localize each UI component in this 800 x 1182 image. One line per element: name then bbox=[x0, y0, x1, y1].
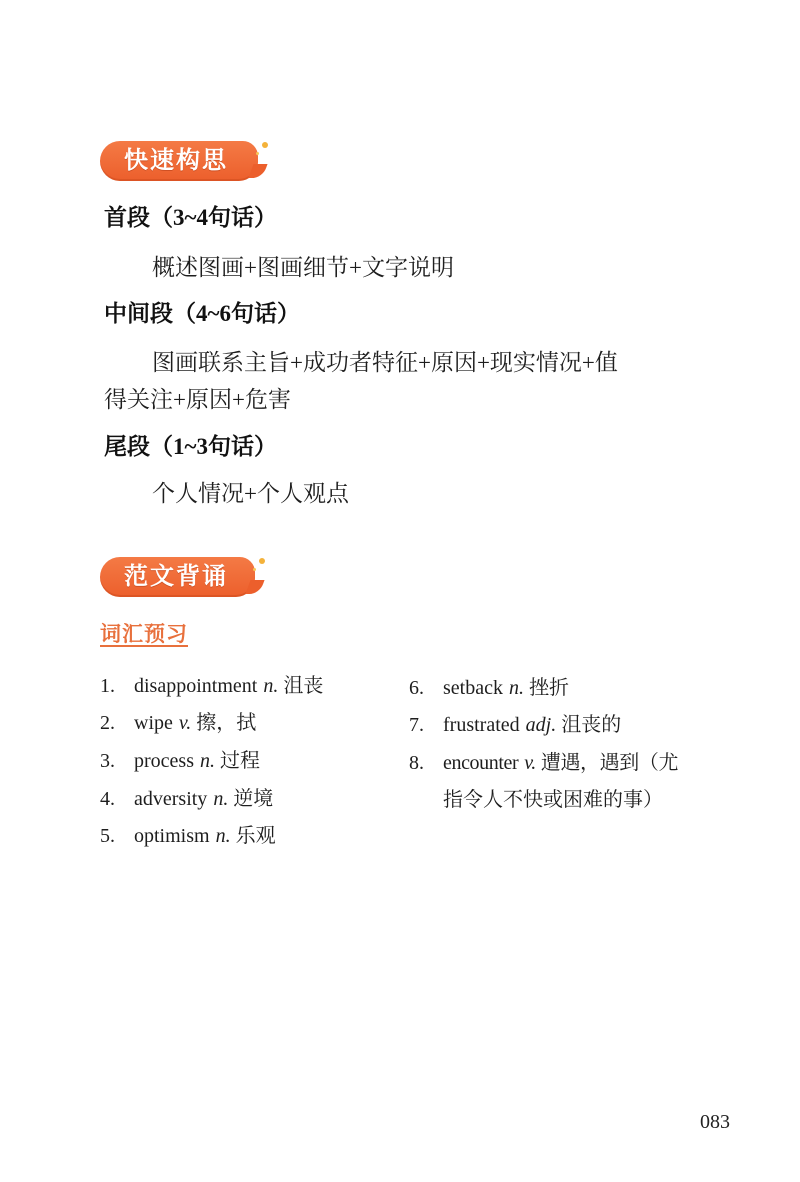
plan-line-middle-1: 图画联系主旨+成功者特征+原因+现实情况+值 bbox=[152, 350, 618, 375]
vocab-entry bbox=[443, 749, 678, 777]
vocab-number: 5. bbox=[100, 825, 115, 847]
vocab-pos: n. bbox=[508, 677, 524, 699]
vocab-number: 4. bbox=[100, 788, 115, 810]
plan-heading-middle: 中间段（4~6句话） bbox=[104, 301, 300, 326]
vocab-pos: v. bbox=[178, 712, 192, 734]
sparkle-dot-icon bbox=[253, 568, 256, 571]
vocab-meaning: 过程 bbox=[219, 750, 260, 772]
vocab-entry bbox=[134, 672, 323, 700]
vocab-term: optimism bbox=[134, 825, 210, 847]
plan-line-first: 概述图画+图画细节+文字说明 bbox=[152, 255, 454, 280]
vocab-pos: n. bbox=[215, 825, 231, 847]
vocab-entry bbox=[443, 711, 621, 739]
vocab-term: adversity bbox=[134, 788, 208, 810]
vocab-number: 6. bbox=[409, 677, 424, 699]
vocab-meaning: 挫折 bbox=[528, 677, 569, 699]
vocab-number: 2. bbox=[100, 712, 115, 734]
section-badge-plan-label: 快速构思 bbox=[124, 148, 228, 174]
sparkle-dot-icon bbox=[256, 152, 259, 155]
vocab-meaning: 遭遇，遇到（尤 bbox=[540, 752, 679, 774]
page-number: 083 bbox=[700, 1111, 730, 1133]
vocab-meaning: 擦，拭 bbox=[196, 712, 257, 734]
section-badge-model bbox=[100, 557, 255, 597]
vocab-number: 7. bbox=[409, 714, 424, 736]
sparkle-icon bbox=[262, 142, 268, 148]
vocab-term: disappointment bbox=[134, 675, 258, 697]
vocab-meaning-continued: 指令人不快或困难的事） bbox=[443, 789, 663, 811]
vocab-meaning: 逆境 bbox=[233, 788, 274, 810]
vocab-meaning: 沮丧 bbox=[283, 675, 324, 697]
section-badge-plan bbox=[100, 141, 258, 181]
vocab-meaning: 沮丧的 bbox=[561, 714, 622, 736]
vocab-entry bbox=[134, 747, 260, 775]
vocab-number: 3. bbox=[100, 750, 115, 772]
vocab-meaning: 乐观 bbox=[235, 825, 276, 847]
plan-heading-last: 尾段（1~3句话） bbox=[104, 434, 277, 459]
plan-heading-first: 首段（3~4句话） bbox=[104, 205, 277, 230]
vocab-number: 1. bbox=[100, 675, 115, 697]
plan-line-middle-2: 得关注+原因+危害 bbox=[104, 387, 291, 412]
vocab-pos: adj. bbox=[525, 714, 557, 736]
vocab-term: frustrated bbox=[443, 714, 520, 736]
vocab-term: process bbox=[134, 750, 194, 772]
vocab-entry bbox=[134, 709, 256, 737]
vocab-term: setback bbox=[443, 677, 503, 699]
vocab-number: 8. bbox=[409, 752, 424, 774]
vocab-title: 词汇预习 bbox=[100, 622, 188, 646]
vocab-entry bbox=[443, 674, 569, 702]
vocab-pos: n. bbox=[263, 675, 279, 697]
vocab-pos: n. bbox=[213, 788, 229, 810]
sparkle-icon bbox=[259, 558, 265, 564]
vocab-term: wipe bbox=[134, 712, 173, 734]
plan-line-last: 个人情况+个人观点 bbox=[152, 481, 349, 506]
vocab-pos: n. bbox=[199, 750, 215, 772]
vocab-pos: v. bbox=[524, 752, 536, 774]
vocab-entry bbox=[134, 822, 276, 850]
vocab-entry bbox=[134, 785, 273, 813]
section-badge-model-label: 范文背诵 bbox=[124, 564, 228, 590]
vocab-term: encounter bbox=[443, 752, 519, 774]
